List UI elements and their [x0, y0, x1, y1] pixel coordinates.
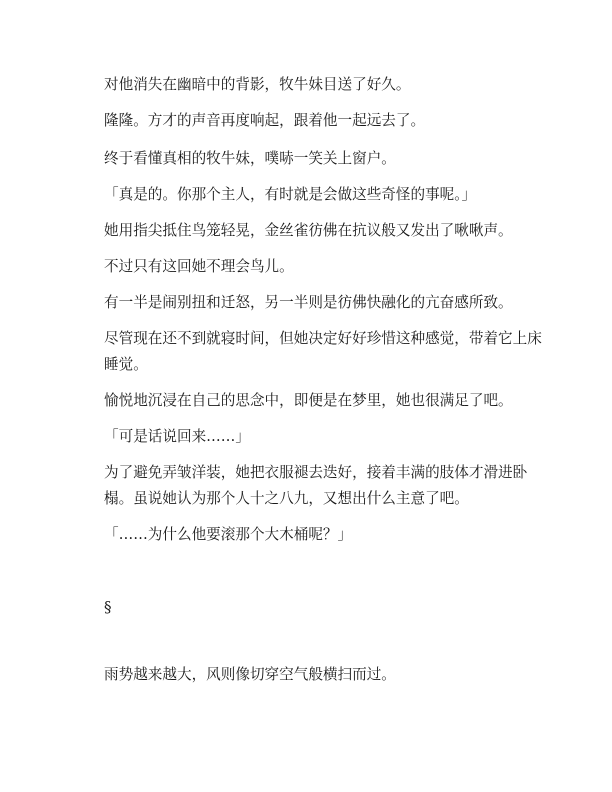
paragraph-3: 终于看懂真相的牧牛妹，噗哧一笑关上窗户。 [104, 150, 396, 167]
paragraph-13: 雨势越来越大，风则像切穿空气般横扫而过。 [104, 666, 396, 683]
paragraph-8: 尽管现在还不到就寝时间，但她决定好好珍惜这种感觉，带着它上床睡觉。 [104, 330, 542, 373]
paragraph-9: 愉悦地沉浸在自己的思念中，即便是在梦里，她也很满足了吧。 [104, 392, 513, 409]
paragraph-6: 不过只有这回她不理会鸟儿。 [104, 258, 294, 275]
paragraph-5: 她用指尖抵住鸟笼轻晃，金丝雀彷佛在抗议般又发出了啾啾声。 [104, 222, 513, 239]
paragraph-2: 隆隆。方才的声音再度响起，跟着他一起远去了。 [104, 112, 426, 129]
paragraph-4: 「真是的。你那个主人，有时就是会做这些奇怪的事呢。」 [104, 186, 477, 203]
section-mark: § [104, 598, 112, 616]
paragraph-10: 「可是话说回来……」 [104, 428, 250, 445]
paragraph-12: 「……为什么他要滚那个大木桶呢？」 [104, 526, 353, 543]
paragraph-11: 为了避免弄皱洋装，她把衣服褪去迭好，接着丰满的肢体才滑进卧榻。虽说她认为那个人十之八九，又想出什么主意了吧。 [104, 464, 528, 507]
paragraph-1: 对他消失在幽暗中的背影，牧牛妹目送了好久。 [104, 76, 411, 93]
paragraph-7: 有一半是闹别扭和迁怒，另一半则是彷佛快融化的亢奋感所致。 [104, 294, 513, 311]
